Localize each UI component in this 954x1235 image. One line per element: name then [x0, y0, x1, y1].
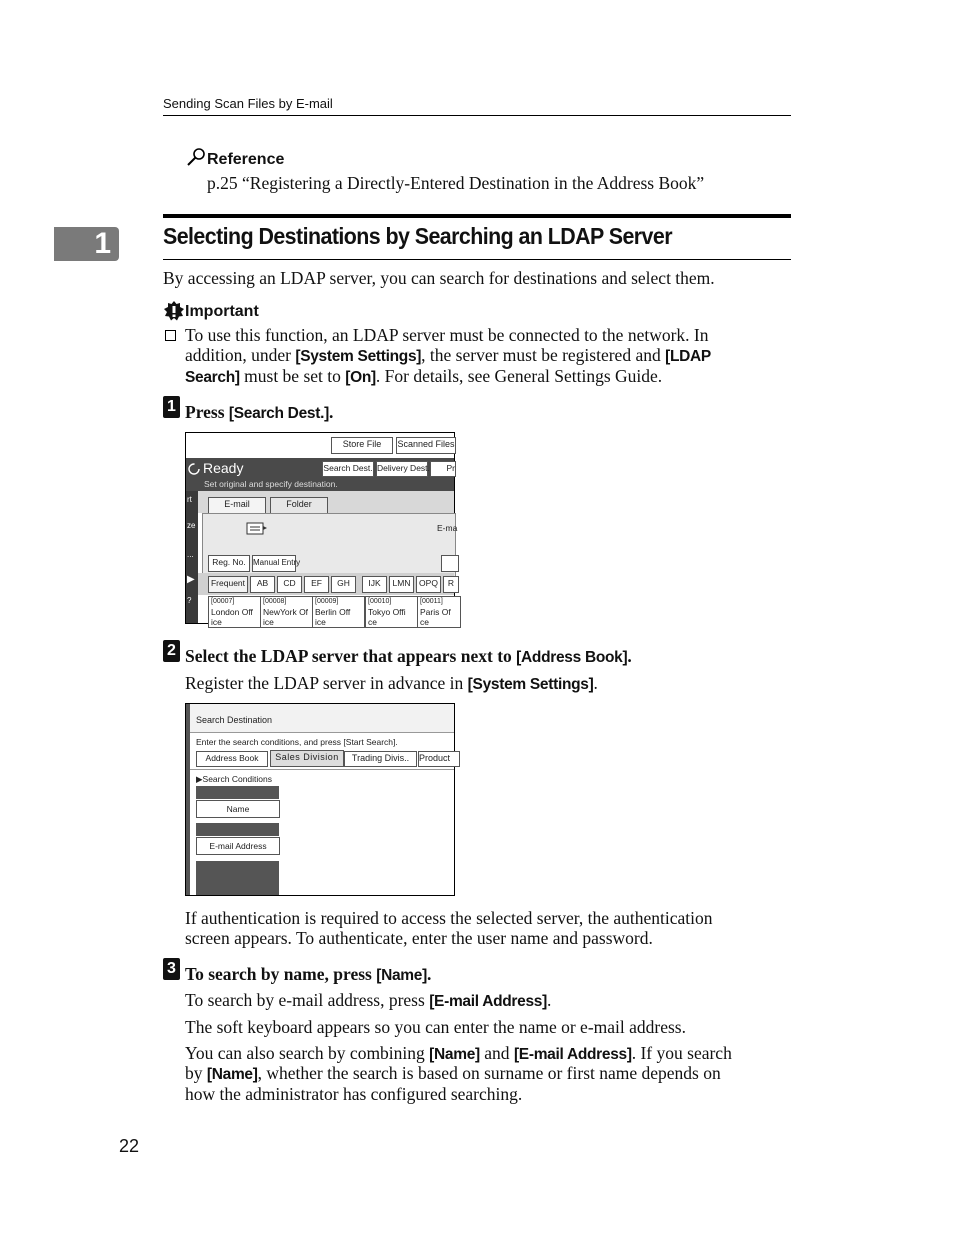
step-3-sub-1: To search by e-mail address, press [E-mail Address]. — [185, 990, 552, 1010]
delivery-dest-button[interactable]: Delivery Dest. — [376, 461, 428, 477]
index-tab-ef[interactable]: EF — [304, 576, 329, 593]
index-tab-ab[interactable]: AB — [250, 576, 275, 593]
magnifier-icon — [186, 147, 208, 167]
destination-key[interactable]: [00010] Tokyo Offi ce — [365, 596, 418, 628]
name-header — [196, 786, 279, 799]
index-tab-r[interactable]: R — [443, 576, 459, 593]
scanned-files-button[interactable]: Scanned Files — [396, 437, 456, 454]
manual-entry-button[interactable]: Manual Entry — [252, 555, 296, 572]
instruction-text: Set original and specify destination. — [204, 479, 338, 489]
left-mark: ... — [187, 550, 194, 559]
email-label-truncated: E-ma — [437, 523, 458, 533]
left-mark: ▶ — [187, 574, 195, 585]
left-mark: rt — [187, 495, 192, 504]
destination-key[interactable]: [00007] London Off ice — [208, 596, 261, 628]
auth-note-line-2: screen appears. To authenticate, enter the user name and password. — [185, 928, 653, 948]
index-tab-opq[interactable]: OPQ — [416, 576, 441, 593]
step-3-number: 3 — [163, 958, 180, 980]
reg-no-button[interactable]: Reg. No. — [208, 555, 250, 572]
page-number: 22 — [119, 1136, 140, 1156]
index-tab-cd[interactable]: CD — [277, 576, 302, 593]
destination-key[interactable]: [00011] Paris Of ce — [417, 596, 461, 628]
left-mark: ze — [187, 521, 196, 530]
name-button[interactable]: Name — [196, 800, 280, 818]
index-tab-frequent[interactable]: Frequent — [208, 576, 248, 593]
destination-key[interactable]: [00008] NewYork Of ice — [260, 596, 313, 628]
important-label: Important — [185, 303, 259, 320]
search-conditions-label: ▶Search Conditions — [196, 774, 272, 784]
index-tab-gh[interactable]: GH — [331, 576, 356, 593]
reference-label: Reference — [207, 151, 285, 168]
step-1-number: 1 — [163, 396, 180, 418]
important-line-3: Search] must be set to [On]. For details, see General Settings Guide. — [185, 366, 663, 386]
tab-email[interactable]: E-mail — [208, 497, 266, 513]
extra-condition-block — [196, 861, 279, 895]
sales-division-button[interactable]: Sales Division — [270, 750, 344, 767]
step-2-text: Select the LDAP server that appears next to [Address Book]. — [185, 646, 632, 666]
important-line-1: To use this function, an LDAP server must be connected to the network. In — [185, 325, 709, 345]
key-on: [On] — [345, 369, 376, 386]
screenshot-2 — [185, 703, 455, 896]
ready-status: Ready — [203, 460, 244, 476]
step-3-text: To search by name, press [Name]. — [185, 964, 432, 984]
pr-button[interactable]: Pr — [430, 461, 456, 477]
keyboard-icon — [246, 522, 268, 536]
section-intro: By accessing an LDAP server, you can search for destinations and select them. — [163, 268, 715, 288]
index-tab-lmn[interactable]: LMN — [389, 576, 414, 593]
product-button[interactable]: Product — [418, 751, 460, 767]
section-title: Selecting Destinations by Searching an LDAP Server — [163, 223, 673, 249]
chapter-tab: 1 — [54, 227, 119, 261]
search-dest-button[interactable]: Search Dest. — [322, 461, 374, 477]
search-destination-title: Search Destination — [196, 715, 273, 725]
trading-division-button[interactable]: Trading Divis.. — [344, 751, 417, 767]
reference-text: p.25 “Registering a Directly-Entered Destination in the Address Book” — [207, 173, 705, 193]
step-1-text: Press [Search Dest.]. — [185, 402, 334, 422]
key-ldap-search: [LDAP — [665, 348, 711, 365]
email-address-button[interactable]: E-mail Address — [196, 837, 280, 855]
important-line-2: addition, under [System Settings], the server must be registered and [LDAP — [185, 345, 711, 365]
divider — [190, 769, 454, 770]
heading-rule-bottom — [163, 259, 791, 260]
right-edge-button[interactable] — [441, 555, 459, 572]
tab-folder[interactable]: Folder — [270, 497, 328, 513]
refresh-icon — [187, 462, 201, 476]
step-2-number: 2 — [163, 640, 180, 662]
store-file-button[interactable]: Store File — [331, 437, 393, 454]
search-instruction: Enter the search conditions, and press [Start Search]. — [196, 737, 398, 747]
email-header — [196, 823, 279, 836]
running-head: Sending Scan Files by E-mail — [163, 96, 791, 116]
step-3-sub-3: You can also search by combining [Name] and [E-mail Address]. If you search — [185, 1043, 732, 1063]
heading-rule-top — [163, 214, 791, 218]
step-3-sub-4: by [Name], whether the search is based on surname or first name depends on — [185, 1063, 721, 1083]
key-system-settings: [System Settings] — [295, 348, 422, 365]
step-2-subtext: Register the LDAP server in advance in [System Settings]. — [185, 673, 598, 693]
left-edge — [186, 704, 190, 895]
important-icon — [164, 301, 184, 321]
destination-key[interactable]: [00009] Berlin Off ice — [312, 596, 365, 628]
step-3-sub-2: The soft keyboard appears so you can enter the name or e-mail address. — [185, 1017, 686, 1037]
index-tab-ijk[interactable]: IJK — [362, 576, 387, 593]
left-mark: ? — [187, 596, 192, 605]
screenshot-1 — [185, 432, 458, 627]
address-book-button[interactable]: Address Book — [196, 751, 268, 767]
auth-note-line-1: If authentication is required to access the selected server, the authentication — [185, 908, 713, 928]
important-bullet — [165, 330, 176, 341]
step-3-sub-5: how the administrator has configured searching. — [185, 1084, 523, 1104]
